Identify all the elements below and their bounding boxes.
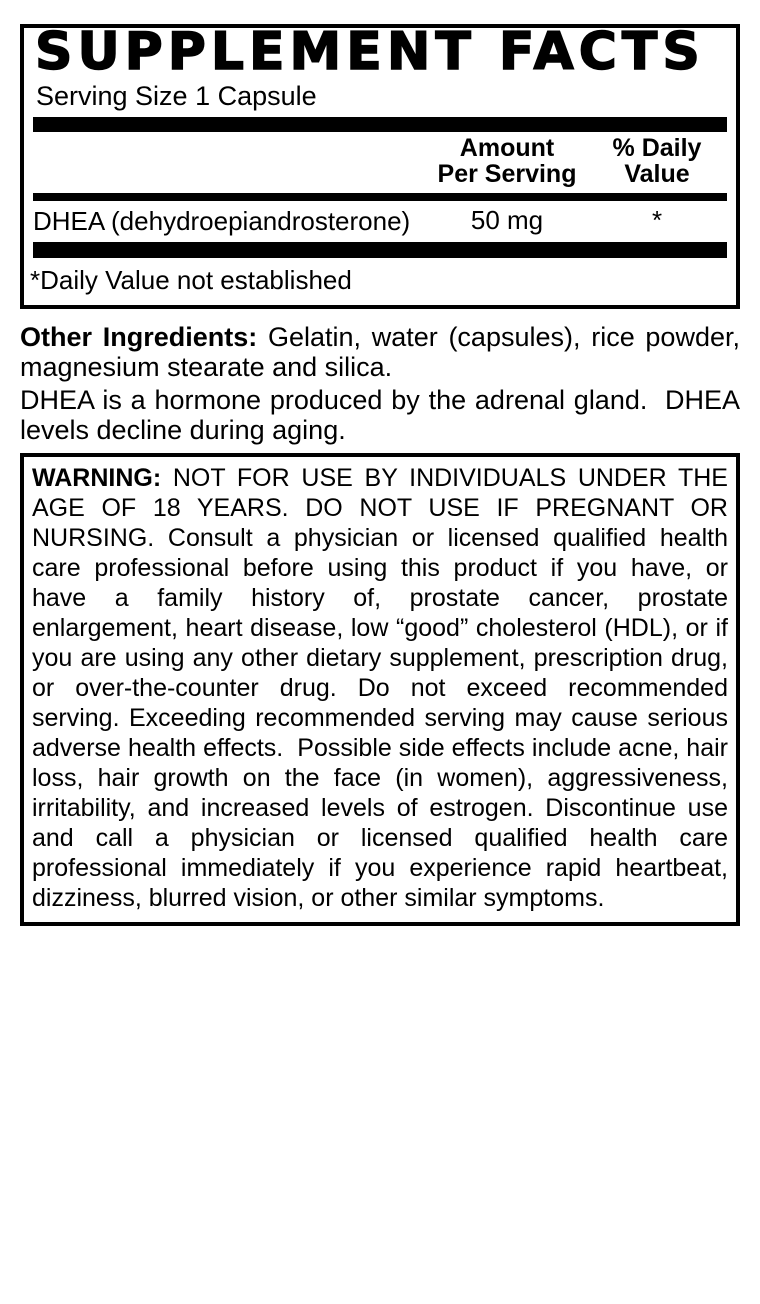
ingredient-amount: 50 mg (470, 205, 544, 235)
warning-text: NOT FOR USE BY INDIVIDUALS UNDER THE AGE OF 18 YEARS. DO NOT USE IF PREGNANT OR NURSING. Consult a physician or licensed qualified health care professional before using this product if you have, or have a family history of, prostate cancer, prostate enlargement, heart disease, low “good” cholesterol (HDL), or if you are using any other dietary supplement, prescription drug, or over-the-counter drug. Do not exceed recommended serving. Exceeding recommended serving may cause serious adverse health effects. Possible side effects include acne, hair loss, hair growth on the face (in women), aggressiveness, irritability, and increased levels of estrogen. Discontinue use and call a physician or licensed qualified health care professional immediately if you experience rapid heartbeat, dizziness, blurred vision, or other similar symptoms. (32, 464, 728, 912)
ingredient-name: DHEA (dehydroepiandrosterone) (33, 205, 411, 236)
daily-value-header: % Daily Value (612, 134, 702, 188)
table-row (33, 201, 727, 240)
divider-bar-top (33, 117, 727, 132)
supplement-facts-panel (20, 24, 740, 309)
supplement-label-page (0, 24, 760, 1304)
description-paragraph: DHEA is a hormone produced by the adrenal gland. DHEA levels decline during aging. (20, 385, 740, 445)
other-ingredients-text: Gelatin, water (capsules), rice powder, magnesium stearate and silica. (20, 322, 740, 382)
table-header-row (33, 132, 727, 187)
panel-title: SUPPLEMENT FACTS (35, 22, 705, 82)
warning-box (20, 453, 740, 926)
ingredient-daily-value: * (651, 205, 663, 235)
divider-bar-bottom (33, 242, 727, 258)
daily-value-footnote: *Daily Value not established (30, 265, 352, 295)
other-ingredients-label: Other Ingredients: (20, 322, 258, 352)
other-ingredients-paragraph (20, 322, 740, 382)
divider-bar-header (33, 193, 727, 201)
amount-per-serving-header: Amount Per Serving (437, 134, 577, 188)
serving-size: Serving Size 1 Capsule (36, 81, 317, 111)
warning-label: WARNING: (32, 464, 162, 492)
warning-paragraph (32, 463, 728, 913)
